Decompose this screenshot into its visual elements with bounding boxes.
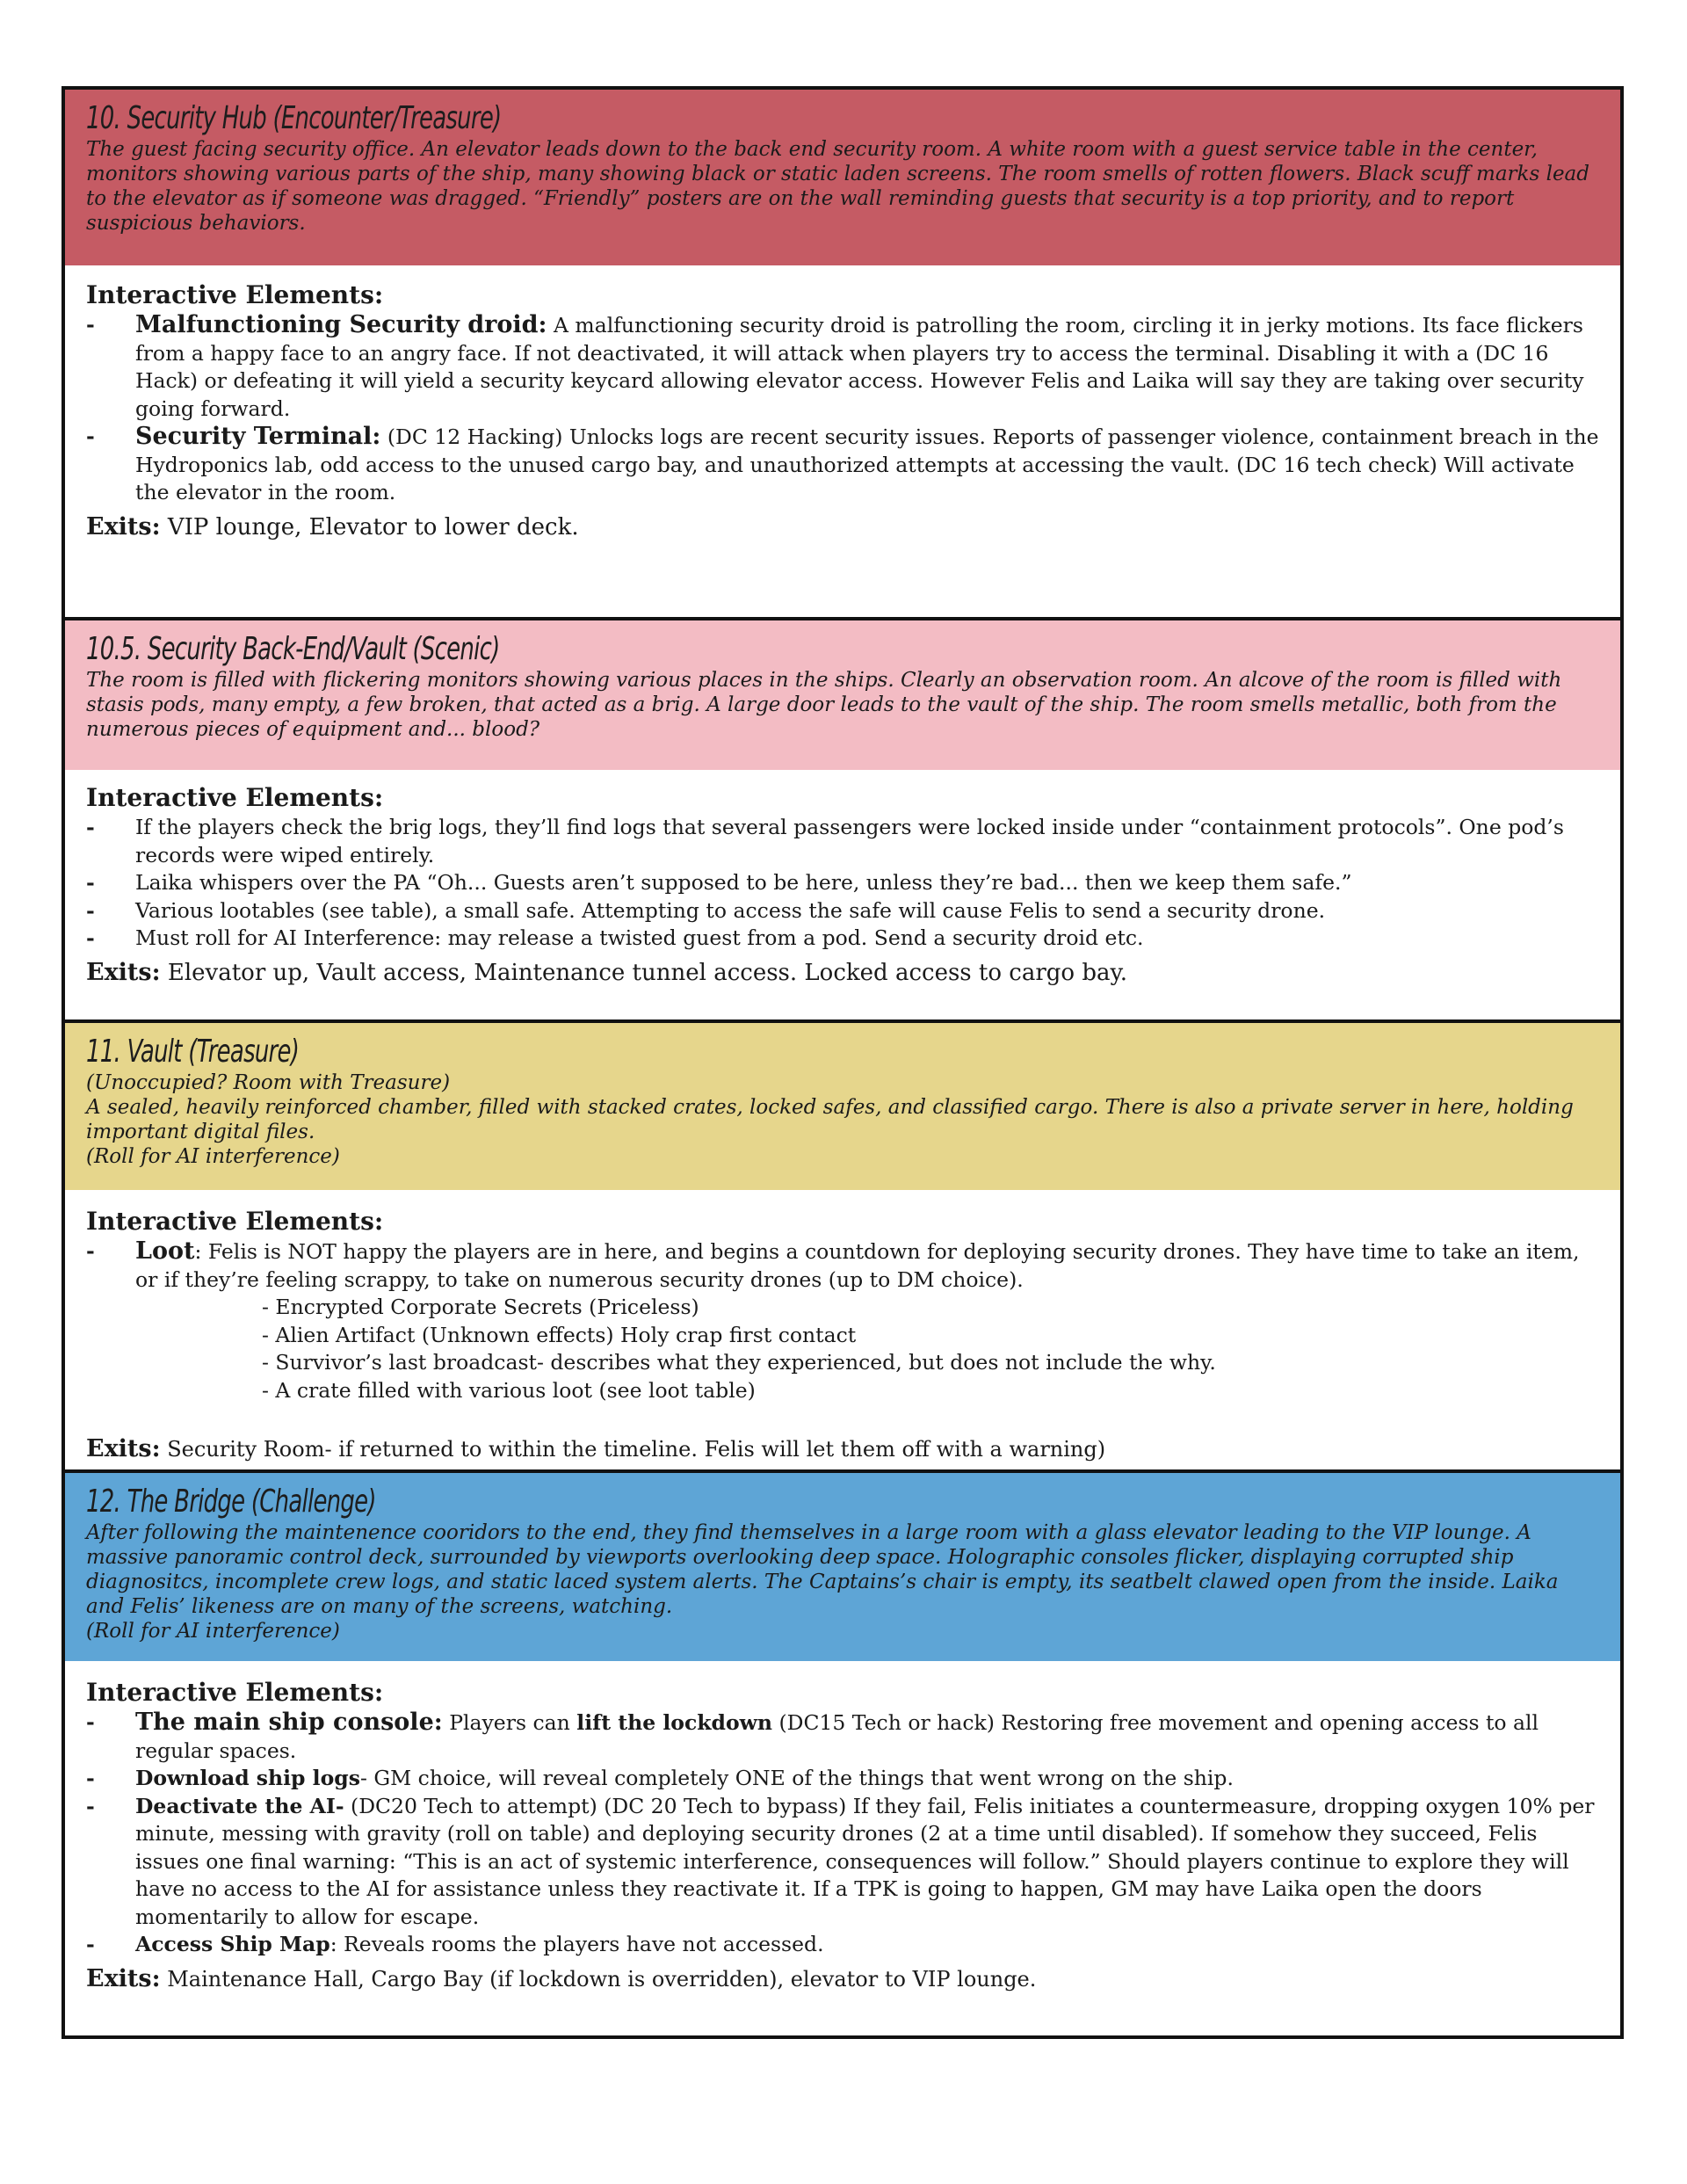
section-description-line: (Roll for AI interference) <box>86 1620 340 1643</box>
section-title: 12. The Bridge (Challenge) <box>86 1484 376 1520</box>
section-header <box>65 1473 1620 1661</box>
section-title: 10.5. Security Back-End/Vault (Scenic) <box>86 631 500 667</box>
exits-label: Exits: <box>86 958 161 986</box>
section-bridge <box>65 1473 1620 2039</box>
section-vault <box>65 1023 1620 1473</box>
section-header <box>65 620 1620 770</box>
interactive-list <box>86 1237 1599 1294</box>
interactive-list <box>86 311 1599 507</box>
list-item <box>86 1793 1599 1932</box>
exits-label: Exits: <box>86 1964 161 1992</box>
item-label: Download ship logs <box>135 1766 360 1790</box>
section-header <box>65 90 1620 265</box>
item-text: Players can <box>442 1710 577 1735</box>
exits-text: Security Room- if returned to within the timeline. Felis will let them off with a warning) <box>160 1437 1106 1462</box>
interactive-list <box>86 814 1599 953</box>
item-label: Loot <box>135 1237 195 1265</box>
exits-line <box>86 512 1599 542</box>
exits-label: Exits: <box>86 512 161 541</box>
loot-item: - Encrypted Corporate Secrets (Priceless) <box>262 1295 699 1319</box>
section-description-line: A sealed, heavily reinforced chamber, filled with stacked crates, locked safes, and classified cargo. There is also a private server in here, holding important digital files. <box>86 1096 1574 1143</box>
section-title: 10. Security Hub (Encounter/Treasure) <box>86 100 502 136</box>
list-item: - Various lootables (see table), a small safe. Attempting to access the safe will cause Felis to send a security drone. <box>86 897 1599 925</box>
item-emphasis: lift the lockdown <box>576 1710 772 1735</box>
exits-text: VIP lounge, Elevator to lower deck. <box>160 513 579 541</box>
list-item: - Must roll for AI Interference: may release a twisted guest from a pod. Send a security droid etc. <box>86 925 1599 953</box>
section-header <box>65 1023 1620 1190</box>
section-body <box>65 1661 1620 2006</box>
section-body <box>65 770 1620 1000</box>
exits-text: Elevator up, Vault access, Maintenance tunnel access. Locked access to cargo bay. <box>160 959 1127 986</box>
loot-list <box>86 1294 1599 1404</box>
list-item <box>86 423 1599 507</box>
exits-text: Maintenance Hall, Cargo Bay (if lockdown is overridden), elevator to VIP lounge. <box>160 1966 1037 1992</box>
interactive-elements-heading: Interactive Elements: <box>86 783 384 812</box>
item-label: Malfunctioning Security droid: <box>135 311 547 338</box>
list-item <box>86 311 1599 423</box>
section-description-line: After following the maintenence cooridors to the end, they find themselves in a large room with a glass elevator leading to the VIP lounge. A massive panoramic control deck, surrounded by viewports overlooking deep space. Holographic consoles flicker, displaying corrupted ship diagnositcs, incomplete crew logs, and static laced system alerts. The Captains’s chair is empty, its seatbelt clawed open from the inside. Laika and Felis’ likeness are on many of the screens, watching. <box>86 1521 1559 1618</box>
exits-label: Exits: <box>86 1435 161 1462</box>
section-body <box>65 1190 1620 1477</box>
loot-item: - Survivor’s last broadcast- describes what they experienced, but does not include the why. <box>262 1350 1216 1375</box>
list-item: - Laika whispers over the PA “Oh... Guests aren’t supposed to be here, unless they’re bad... then we keep them safe.” <box>86 869 1599 897</box>
item-text: (DC 12 Hacking) Unlocks logs are recent security issues. Reports of passenger violence, containment breach in the Hydroponics lab, odd access to the unused cargo bay, and unauthorized attempts at accessing the vault. (DC 16 tech check) Will activate the elevator in the room. <box>135 424 1599 504</box>
document-page <box>62 86 1624 2039</box>
list-item: - If the players check the brig logs, they’ll find logs that several passengers were locked inside under “containment protocols”. One pod’s records were wiped entirely. <box>86 814 1599 869</box>
interactive-elements-heading: Interactive Elements: <box>86 1207 384 1236</box>
section-body <box>65 265 1620 555</box>
interactive-elements-heading: Interactive Elements: <box>86 280 384 309</box>
exits-line <box>86 1434 1599 1464</box>
section-description: The guest facing security office. An elevator leads down to the back end security room. A white room with a guest service table in the center, monitors showing various parts of the ship, many showing black or static laden screens. The room smells of rotten flowers. Black scuff marks lead to the elevator as if someone was dragged. “Friendly” posters are on the wall reminding guests that security is a top priority, and to report suspicious behaviors. <box>86 138 1589 235</box>
section-description-line: (Roll for AI interference) <box>86 1145 340 1168</box>
list-item <box>86 1237 1599 1294</box>
list-item <box>86 1765 1599 1793</box>
exits-line <box>86 1964 1599 1994</box>
interactive-elements-heading: Interactive Elements: <box>86 1678 384 1707</box>
section-description-line: (Unoccupied? Room with Treasure) <box>86 1071 451 1094</box>
section-security-hub <box>65 90 1620 620</box>
section-description: The room is filled with flickering monitors showing various places in the ships. Clearly an observation room. An alcove of the room is filled with stasis pods, many empty, a few broken, that acted as a brig. A large door leads to the vault of the ship. The room smells metallic, both from the numerous pieces of equipment and... blood? <box>86 669 1562 741</box>
section-back-end-vault <box>65 620 1620 1023</box>
item-label: Deactivate the AI- <box>135 1793 344 1818</box>
item-text: : Felis is NOT happy the players are in here, and begins a countdown for deploying security drones. They have time to take an item, or if they’re feeling scrappy, to take on numerous security drones (up to DM choice). <box>135 1239 1580 1292</box>
item-text: : Reveals rooms the players have not accessed. <box>329 1932 824 1956</box>
item-label: The main ship console: <box>135 1709 443 1736</box>
exits-line <box>86 958 1599 988</box>
item-text: (DC20 Tech to attempt) (DC 20 Tech to bypass) If they fail, Felis initiates a countermeasure, dropping oxygen 10% per minute, messing with gravity (roll on table) and deploying security drones (2 at a time until disabled). If somehow they succeed, Felis issues one final warning: “This is an act of systemic interference, consequences will follow.” Should players continue to explore they will have no access to the AI for assistance unless they reactivate it. If a TPK is going to happen, GM may have Laika open the doors momentarily to allow for escape. <box>135 1793 1595 1929</box>
section-title: 11. Vault (Treasure) <box>86 1034 300 1070</box>
item-label: Access Ship Map <box>135 1932 330 1956</box>
list-item <box>86 1709 1599 1765</box>
item-label: Security Terminal: <box>135 423 381 450</box>
item-text: A malfunctioning security droid is patrolling the room, circling it in jerky motions. Its face flickers from a happy face to an angry face. If not deactivated, it will attack when players try to access the terminal. Disabling it with a (DC 16 Hack) or defeating it will yield a security keycard allowing elevator access. However Felis and Laika will say they are taking over security going forward. <box>135 313 1584 421</box>
item-text: (DC15 Tech or hack) Restoring free movement and opening access to all regular spaces. <box>135 1710 1539 1763</box>
loot-item: - A crate filled with various loot (see loot table) <box>262 1377 756 1403</box>
interactive-list <box>86 1709 1599 1959</box>
list-item <box>86 1931 1599 1959</box>
item-text: - GM choice, will reveal completely ONE of the things that went wrong on the ship. <box>359 1766 1234 1790</box>
loot-item: - Alien Artifact (Unknown effects) Holy crap first contact <box>262 1322 857 1347</box>
